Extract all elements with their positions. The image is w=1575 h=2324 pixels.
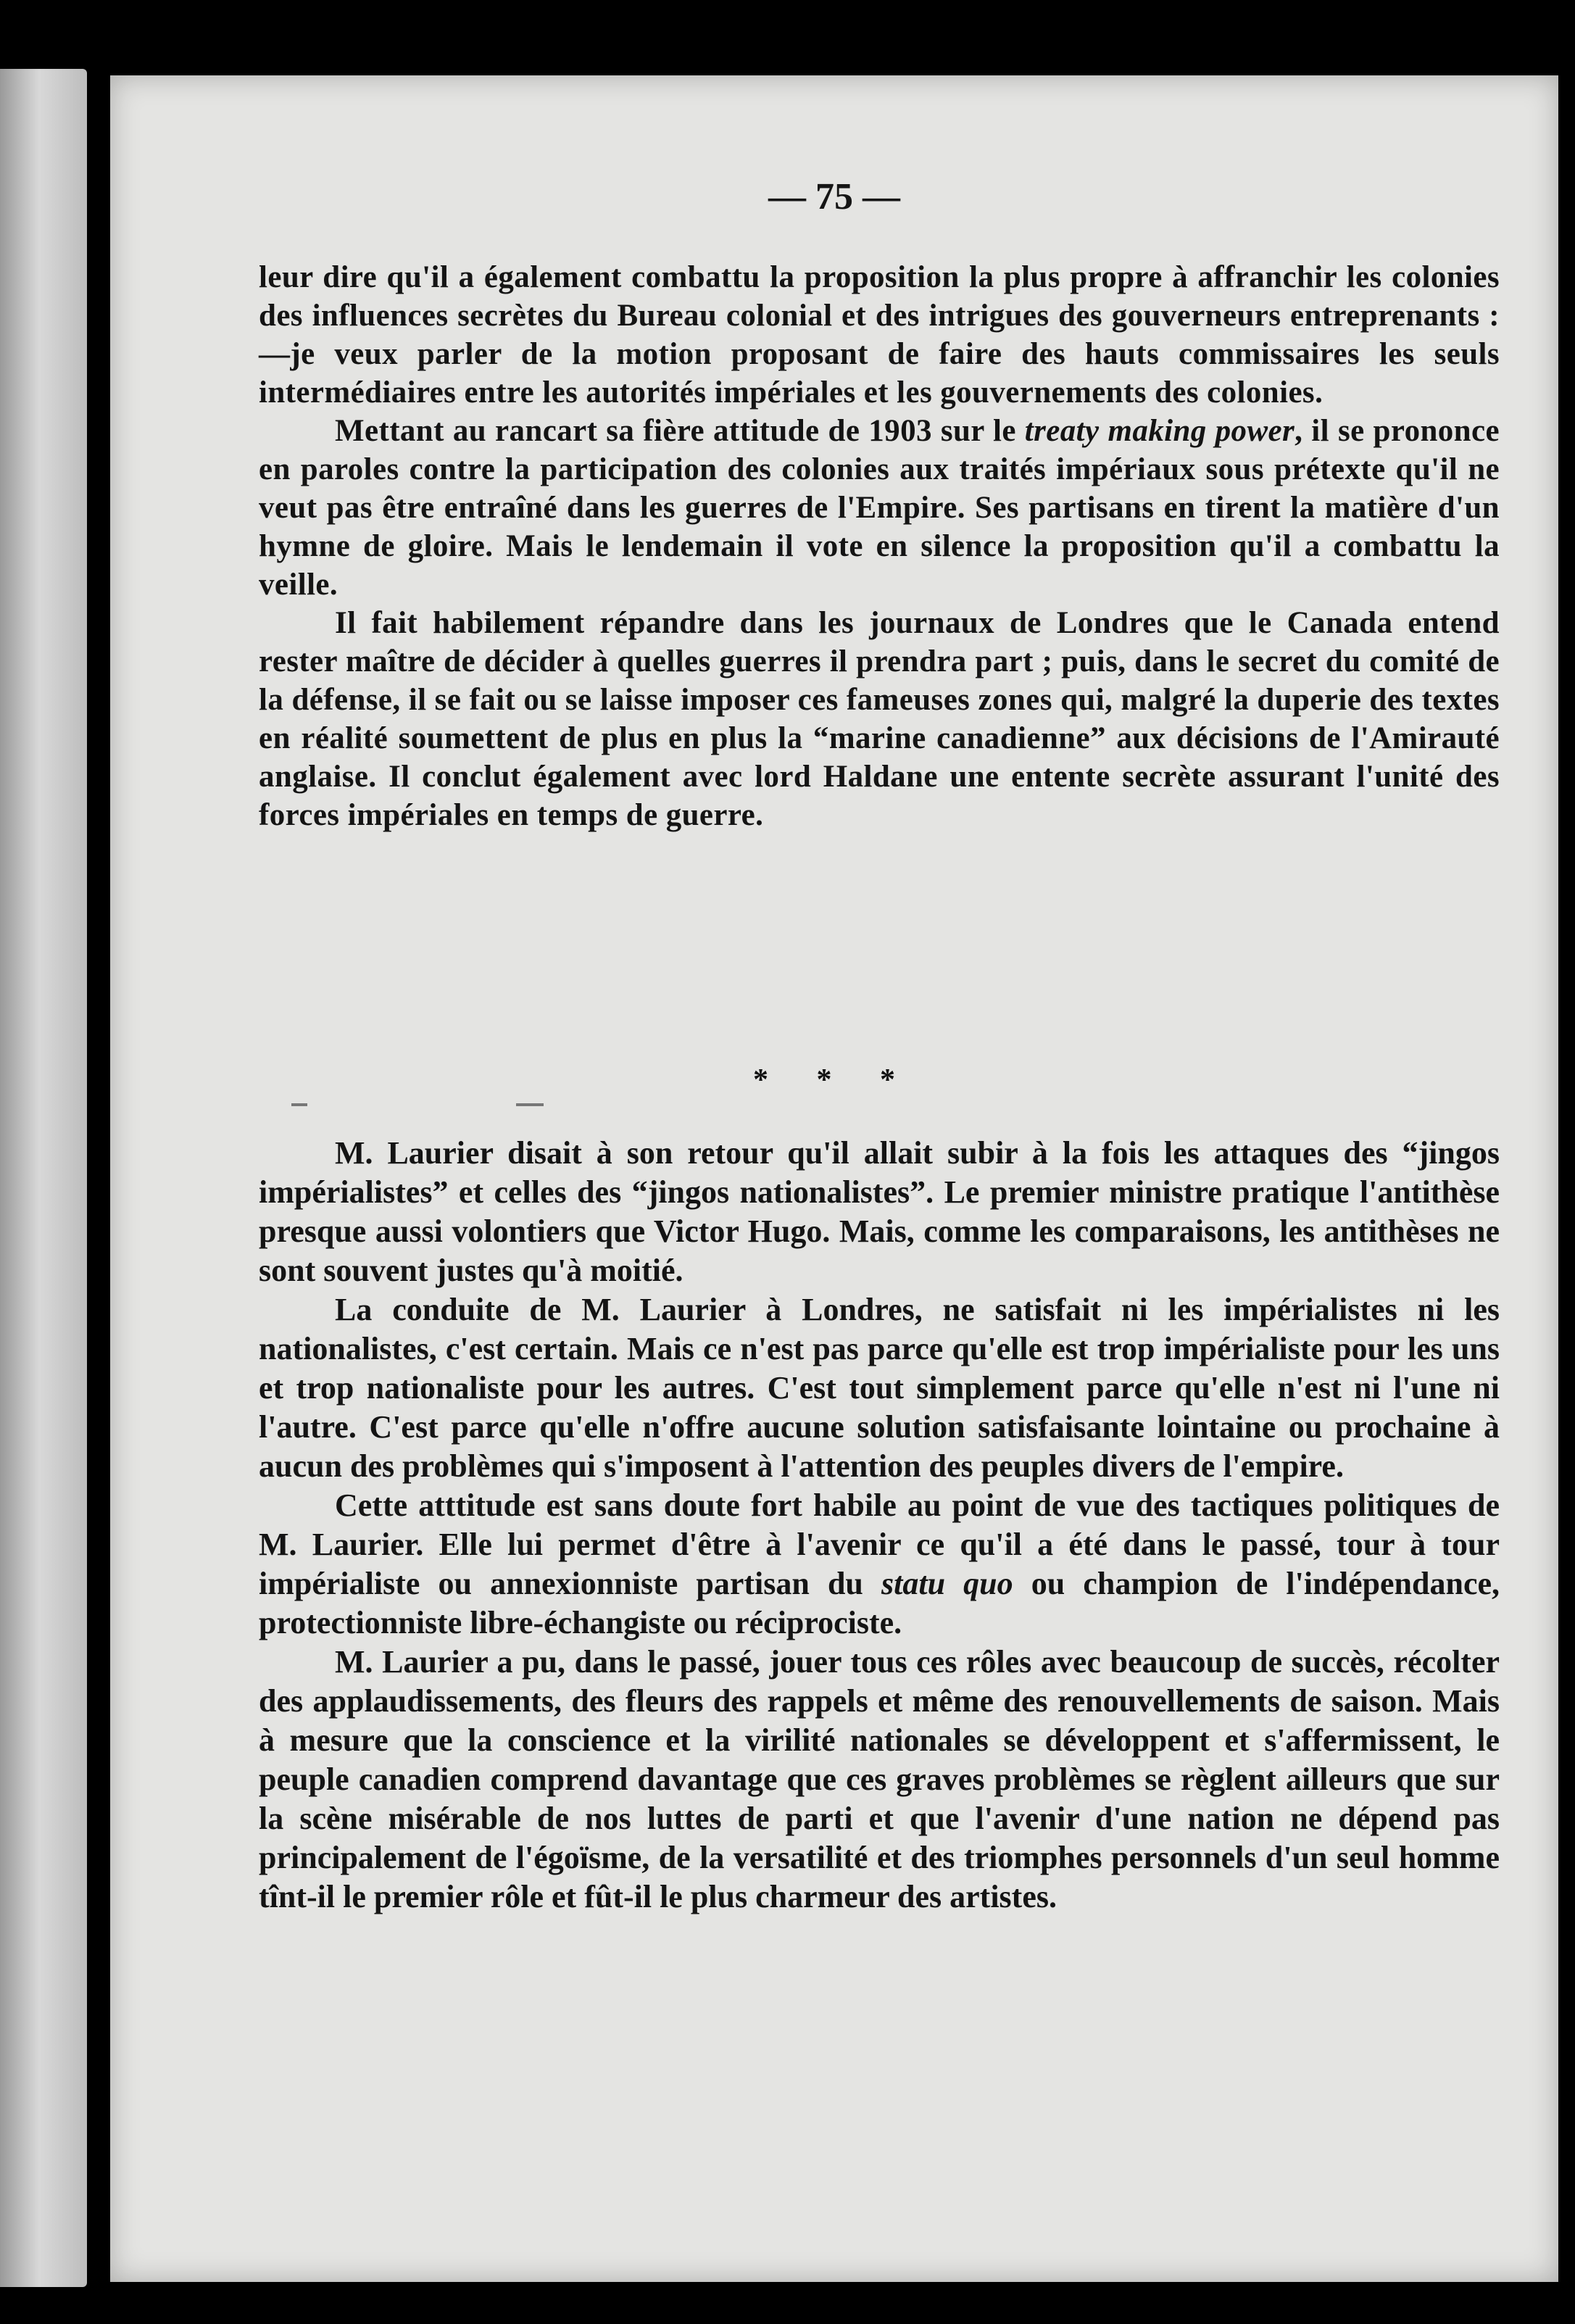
paragraph-2 xyxy=(259,412,1500,604)
paragraph-2-end: , il se prononce en paroles contre la participation des colonies aux traités impériaux sous prétexte qu'il ne veut pas être entraîné dans les guerres de l'Empire. Ses partisans en tirent la matière d'un hymne de gloire. Mais le lendemain il vote en silence la proposition qu'il a combattu la veille. xyxy=(259,414,1500,602)
paragraph-6-start: Cette atttitude est sans doute fort habile au point de vue des tactiques politiques de M. Laurier. Elle lui permet d'être à l'avenir ce qu'il a été dans le passé, tour à tour impérialiste ou annexionniste partisan du xyxy=(259,1487,1500,1601)
paragraph-6-end: ou champion de l'indépendance, protectionniste libre-échangiste ou réciprociste. xyxy=(259,1566,1500,1640)
print-mark xyxy=(291,1103,307,1106)
paragraph-4: M. Laurier disait à son retour qu'il allait subir à la fois les attaques des “jingos impérialistes” et celles des “jingos nationalistes”. Le premier ministre pratique l'antithèse presque aussi volontiers que Victor Hugo. Mais, comme les comparaisons, les antithèses ne sont souvent justes qu'à moitié. xyxy=(259,1135,1500,1288)
paragraph-1: leur dire qu'il a également combattu la proposition la plus propre à affranchir les colonies des influences secrètes du Bureau colonial et des intrigues des gouverneurs entreprenants :—je veux parler de la motion proposant de faire des hauts commissaires les seuls intermédiaires entre les autorités impériales et les gouvernements des colonies. xyxy=(259,260,1500,410)
page-number: — 75 — xyxy=(768,176,900,217)
facing-page-edge xyxy=(0,69,87,2287)
text-block-lower xyxy=(259,1134,1500,1917)
paragraph-2-italic: treaty making power xyxy=(1024,414,1295,448)
paragraph-7: M. Laurier a pu, dans le passé, jouer tous ces rôles avec beaucoup de succès, récolter des applaudissements, des fleurs des rappels et même des renouvellements de saison. Mais à mesure que la conscience et la virilité nationales se développent et s'affermissent, le peuple canadien comprend davantage que ces graves problèmes se règlent ailleurs que sur la scène misérable de nos luttes de parti et que l'avenir d'une nation ne dépend pas principalement de l'égoïsme, de la versatilité et des triomphes personnels d'un seul homme tînt-il le premier rôle et fût-il le plus charmeur des artistes. xyxy=(259,1644,1500,1914)
paragraph-6 xyxy=(259,1486,1500,1643)
section-separator: * * * xyxy=(753,1063,915,1097)
paragraph-3: Il fait habilement répandre dans les journaux de Londres que le Canada entend rester maître de décider à quelles guerres il prendra part ; puis, dans le secret du comité de la défense, il se fait ou se laisse imposer ces fameuses zones qui, malgré la duperie des textes en réalité soumettent de plus en plus la “marine canadienne” aux décisions de l'Amirauté anglaise. Il conclut également avec lord Haldane une entente secrète assurant l'unité des forces impériales en temps de guerre. xyxy=(259,606,1500,832)
paragraph-6-italic: statu quo xyxy=(881,1566,1013,1601)
text-block-upper xyxy=(259,258,1500,834)
paragraph-2-start: Mettant au rancart sa fière attitude de 1903 sur le xyxy=(335,414,1025,448)
print-mark xyxy=(516,1103,544,1106)
book-page xyxy=(110,75,1558,2282)
paragraph-5: La conduite de M. Laurier à Londres, ne satisfait ni les impérialistes ni les nationalistes, c'est certain. Mais ce n'est pas parce qu'elle est trop impérialiste pour les uns et trop nationaliste pour les autres. C'est tout simplement parce qu'elle n'est ni l'une ni l'autre. C'est parce qu'elle n'offre aucune solution satisfaisante lointaine ou prochaine à aucun des problèmes qui s'imposent à l'attention des peuples divers de l'empire. xyxy=(259,1292,1500,1484)
